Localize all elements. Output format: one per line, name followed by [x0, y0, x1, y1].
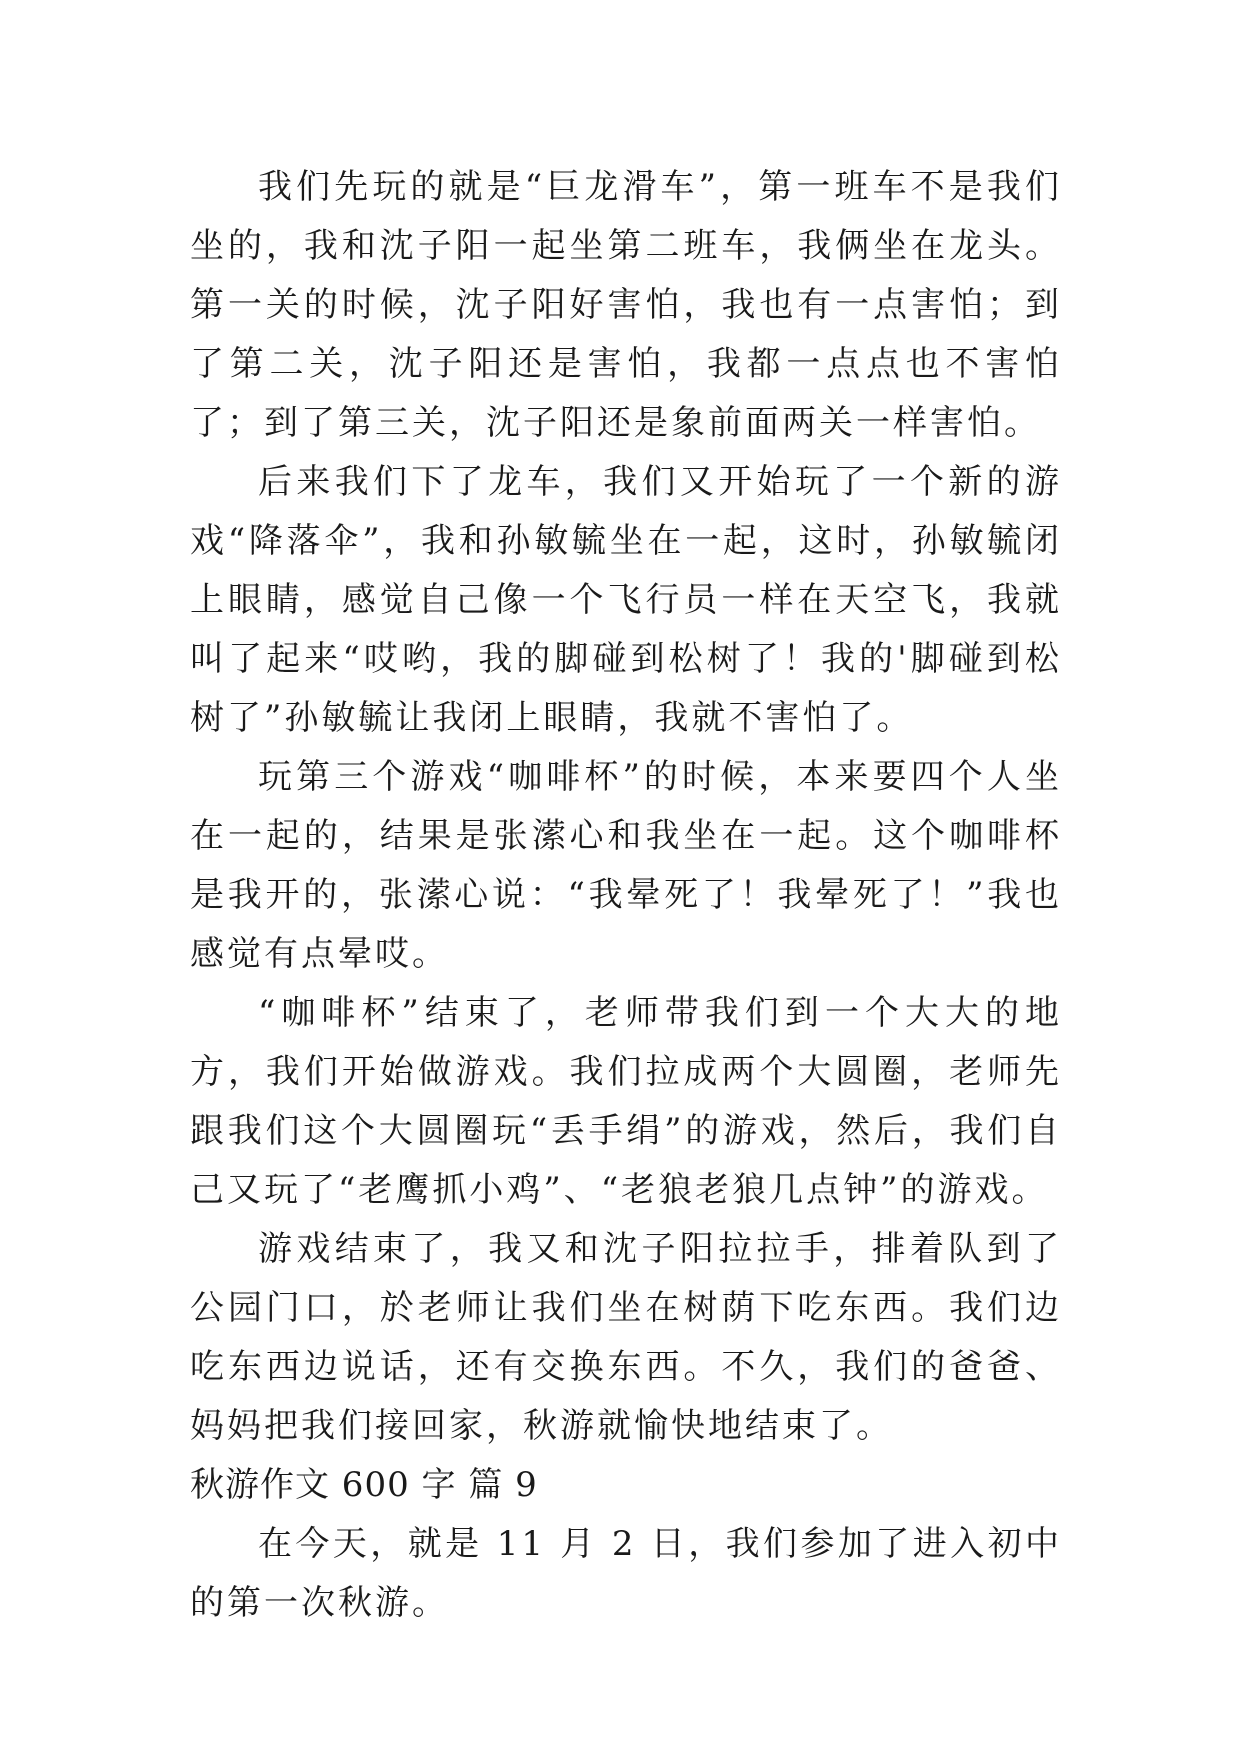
paragraph-trip-end: 游戏结束了，我又和沈子阳拉拉手，排着队到了公园门口，於老师让我们坐在树荫下吃东西。我们边吃东西边说话，还有交换东西。不久，我们的爸爸、妈妈把我们接回家，秋游就愉快地结束了。	[190, 1229, 1062, 1446]
section-heading: 秋游作文 600 字 篇 9	[190, 1465, 538, 1505]
paragraph-parachute: 后来我们下了龙车，我们又开始玩了一个新的游戏“降落伞”，我和孙敏毓坐在一起，这时，孙敏毓闭上眼睛，感觉自己像一个飞行员一样在天空飞，我就叫了起来“哎哟，我的脚碰到松树了！我的'脚碰到松树了”孙敏毓让我闭上眼睛，我就不害怕了。	[190, 462, 1062, 738]
paragraph-roller-coaster: 我们先玩的就是“巨龙滑车”，第一班车不是我们坐的，我和沈子阳一起坐第二班车，我俩坐在龙头。第一关的时候，沈子阳好害怕，我也有一点害怕；到了第二关，沈子阳还是害怕，我都一点点也不害怕了；到了第三关，沈子阳还是象前面两关一样害怕。	[190, 167, 1062, 443]
document-body	[190, 158, 1062, 1633]
paragraph-coffee-cup: 玩第三个游戏“咖啡杯”的时候，本来要四个人坐在一起的，结果是张潆心和我坐在一起。这个咖啡杯是我开的，张潆心说：“我晕死了！我晕死了！”我也感觉有点晕哎。	[190, 757, 1062, 974]
paragraph-new-essay-intro: 在今天，就是 11 月 2 日，我们参加了进入初中的第一次秋游。	[190, 1524, 1062, 1623]
paragraph-group-games: “咖啡杯”结束了，老师带我们到一个大大的地方，我们开始做游戏。我们拉成两个大圆圈，老师先跟我们这个大圆圈玩“丢手绢”的游戏，然后，我们自己又玩了“老鹰抓小鸡”、“老狼老狼几点钟”的游戏。	[190, 993, 1062, 1210]
